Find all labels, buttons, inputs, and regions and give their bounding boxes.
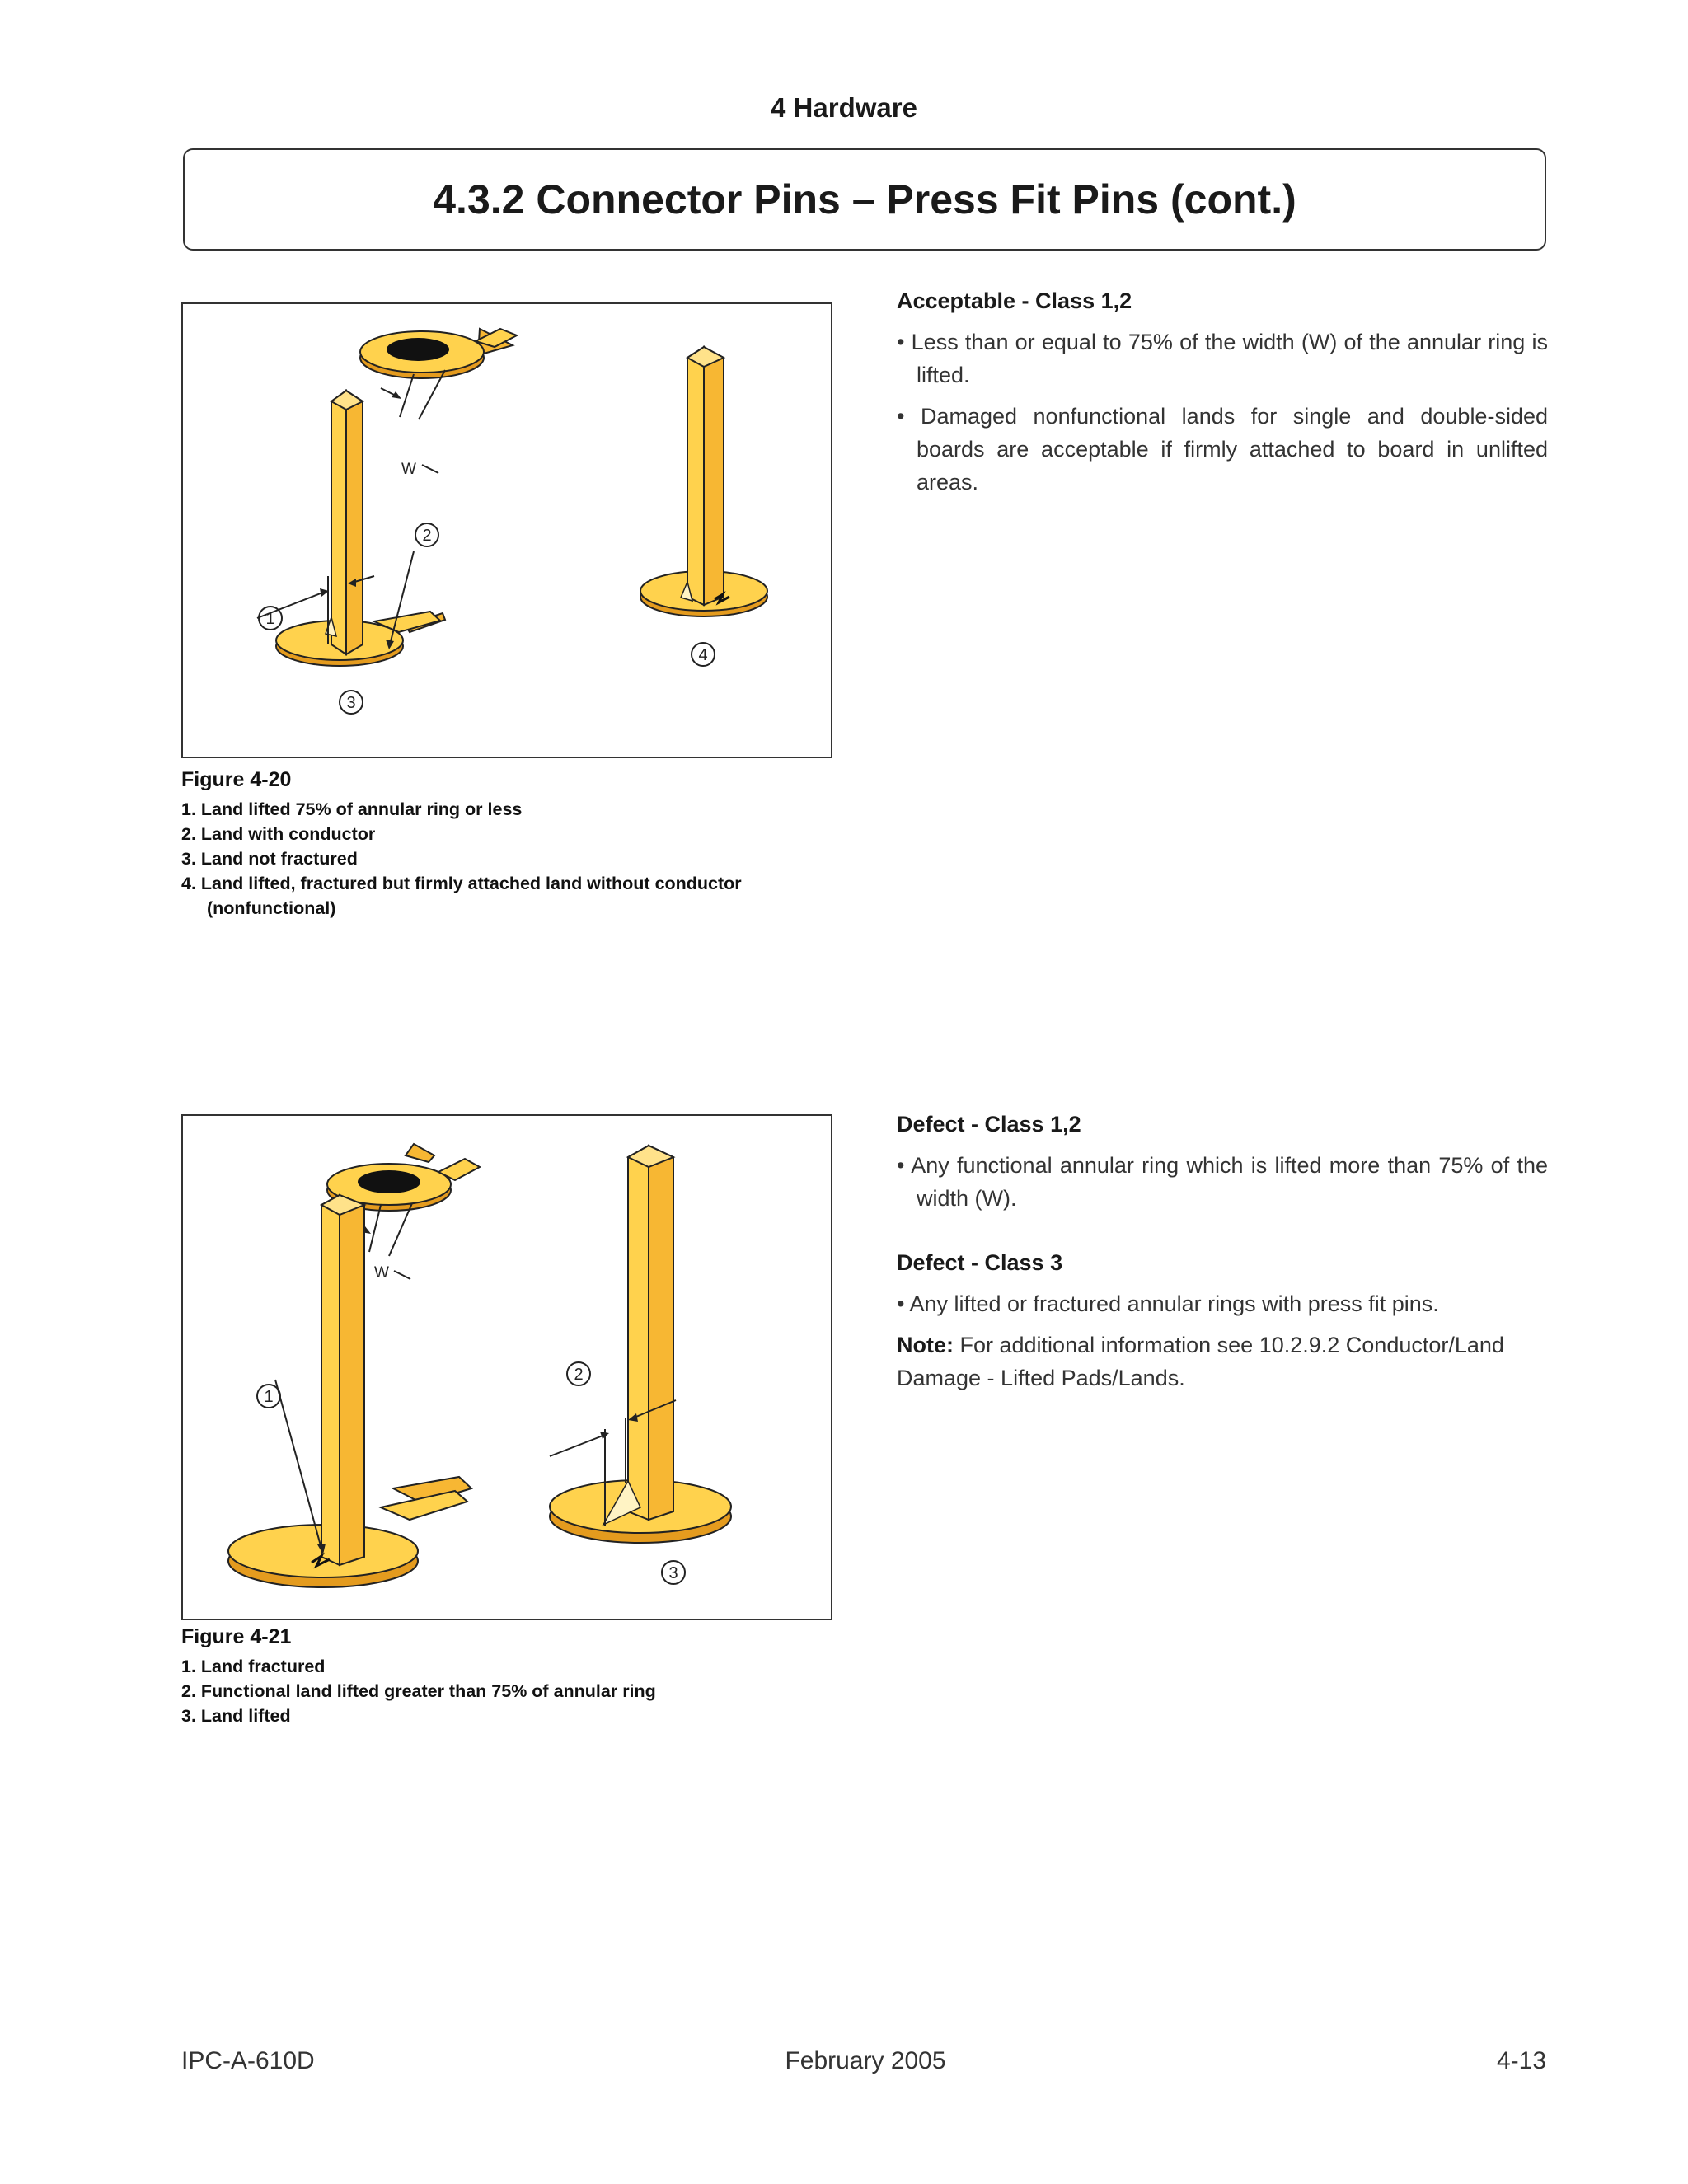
width-label: W: [374, 1264, 389, 1282]
footer-date: February 2005: [785, 2047, 946, 2074]
defect-class-3-heading: Defect - Class 3: [897, 1250, 1063, 1275]
defect-bullet: • Any functional annular ring which is lifted more than 75% of the width (W).: [897, 1153, 1548, 1211]
caption-item: 1. Land lifted 75% of annular ring or less: [181, 799, 523, 819]
pin-land-lifted: [550, 1146, 731, 1543]
callout-2: [415, 523, 438, 546]
pin-without-conductor: [640, 347, 767, 616]
svg-text:2: 2: [422, 527, 432, 545]
acceptable-bullet: • Damaged nonfunctional lands for single and double-sided boards are acceptable if firmly attached to board in unlifted areas.: [897, 404, 1548, 494]
caption-item: 2. Land with conductor: [181, 824, 376, 844]
caption-item: 4. Land lifted, fractured but firmly attached land without conductor (nonfunctional): [181, 874, 742, 918]
figure-label: Figure 4-21: [181, 1625, 292, 1648]
section-title-box: [183, 148, 1546, 251]
page-header: 4 Hardware: [771, 92, 917, 123]
svg-text:2: 2: [574, 1366, 584, 1384]
note-text: For additional information see 10.2.9.2 Conductor/Land Damage - Lifted Pads/Lands.: [897, 1333, 1504, 1390]
figure-4-21-caption: [181, 1625, 832, 1728]
figure-4-20-frame: [181, 302, 832, 758]
figure-4-20-caption: [181, 768, 832, 921]
footer-document-id: IPC-A-610D: [181, 2047, 315, 2074]
acceptable-bullet: • Less than or equal to 75% of the width (W) of the annular ring is lifted.: [897, 330, 1548, 387]
callout-1: [259, 607, 282, 630]
defect-class-1-2-heading: Defect - Class 1,2: [897, 1112, 1081, 1137]
width-dimension: [381, 370, 445, 478]
note-label: Note:: [897, 1333, 954, 1357]
caption-item: 3. Land not fractured: [181, 849, 358, 869]
callout-3: [340, 691, 363, 714]
callout-3: [662, 1561, 685, 1584]
figure-4-20-illustration: [183, 304, 831, 757]
width-label: W: [401, 461, 416, 478]
pin-with-conductor: [276, 391, 445, 666]
caption-item: 2. Functional land lifted greater than 75% of annular ring: [181, 1681, 656, 1701]
note: [897, 1329, 1548, 1394]
defect-bullet: • Any lifted or fractured annular rings with press fit pins.: [897, 1291, 1439, 1316]
section-title: 4.3.2 Connector Pins – Press Fit Pins (cont.): [433, 176, 1296, 223]
callout-2: [567, 1362, 590, 1385]
svg-text:1: 1: [264, 1388, 274, 1406]
svg-text:4: 4: [698, 646, 708, 664]
figure-4-21-illustration: [183, 1116, 831, 1619]
callout-4: [692, 643, 715, 666]
svg-text:1: 1: [265, 610, 275, 628]
acceptable-section: [897, 288, 1548, 507]
svg-text:3: 3: [668, 1564, 678, 1582]
callout-1: [257, 1385, 280, 1408]
svg-text:3: 3: [346, 694, 356, 712]
defect-class-3-section: [897, 1250, 1548, 1394]
caption-item: 3. Land lifted: [181, 1706, 291, 1726]
acceptable-heading: Acceptable - Class 1,2: [897, 288, 1132, 313]
defect-class-1-2-section: [897, 1112, 1548, 1223]
figure-label: Figure 4-20: [181, 768, 292, 791]
figure-4-21-frame: [181, 1114, 832, 1620]
footer-page-number: 4-13: [1496, 2047, 1546, 2074]
annular-ring-detail: [360, 329, 517, 378]
caption-item: 1. Land fractured: [181, 1657, 326, 1676]
